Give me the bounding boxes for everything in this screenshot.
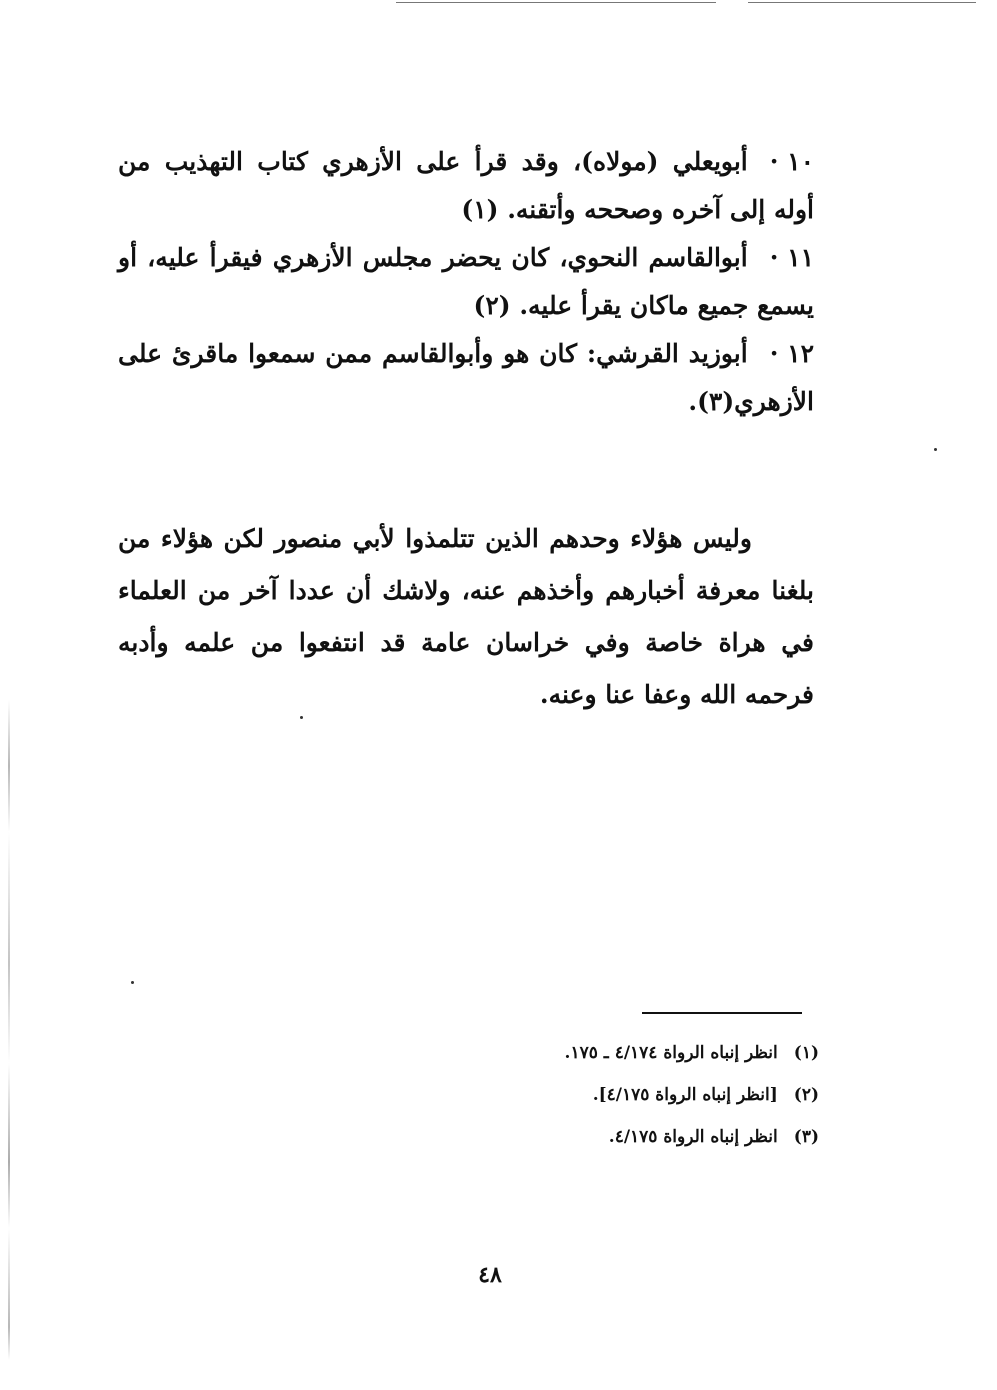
top-scan-line-right (748, 2, 976, 3)
entry-number: ١٠ · (769, 147, 814, 176)
footnote-text: [انظر إنباه الرواة ٤/١٧٥]. (592, 1085, 778, 1105)
footnote-1 (479, 1032, 819, 1074)
footnote-separator (642, 1012, 802, 1014)
body-paragraph: وليس هؤلاء وحدهم الذين تتلمذوا لأبي منصور لكن هؤلاء من بلغنا معرفة أخبارهم وأخذهم عنه، ولاشك أن عددا آخر من العلماء في هراة خاصة وفي خراسان عامة قد انتفعوا من علمه وأدبه فرحمه الله وعفا عنا وعنه. (118, 524, 814, 709)
footnote-number: (١) (793, 1043, 819, 1063)
footnote-2 (479, 1074, 819, 1116)
page-number: ٤٨ (478, 1262, 502, 1288)
left-scan-edge (8, 700, 10, 1360)
entry-text: أبوزيد القرشي: كان هو وأبوالقاسم ممن سمعوا ماقرئ على الأزهري(٣). (118, 339, 814, 416)
entry-text: أبويعلي (مولاه)، وقد قرأ على الأزهري كتاب التهذيب من أوله إلى آخره وصححه وأتقنه. (١) (118, 147, 814, 224)
footnote-3 (479, 1116, 819, 1158)
footnotes (479, 1032, 819, 1158)
numbered-entries (118, 138, 814, 426)
footnote-text: انظر إنباه الرواة ٤/١٧٤ ـ ١٧٥. (564, 1043, 778, 1063)
scan-speck (300, 716, 303, 719)
footnote-number: (٢) (793, 1085, 819, 1105)
entry-12 (118, 330, 814, 426)
entry-10 (118, 138, 814, 234)
scan-speck (934, 448, 937, 451)
entry-number: ١١ · (769, 243, 814, 272)
entry-number: ١٢ · (769, 339, 814, 368)
footnote-text: انظر إنباه الرواة ٤/١٧٥. (608, 1127, 778, 1147)
footnote-number: (٣) (793, 1127, 819, 1147)
scan-speck (131, 981, 134, 984)
top-scan-line (396, 2, 716, 3)
entry-text: أبوالقاسم النحوي، كان يحضر مجلس الأزهري فيقرأ عليه، أو يسمع جميع ماكان يقرأ عليه. (٢) (118, 243, 814, 320)
entry-11 (118, 234, 814, 330)
